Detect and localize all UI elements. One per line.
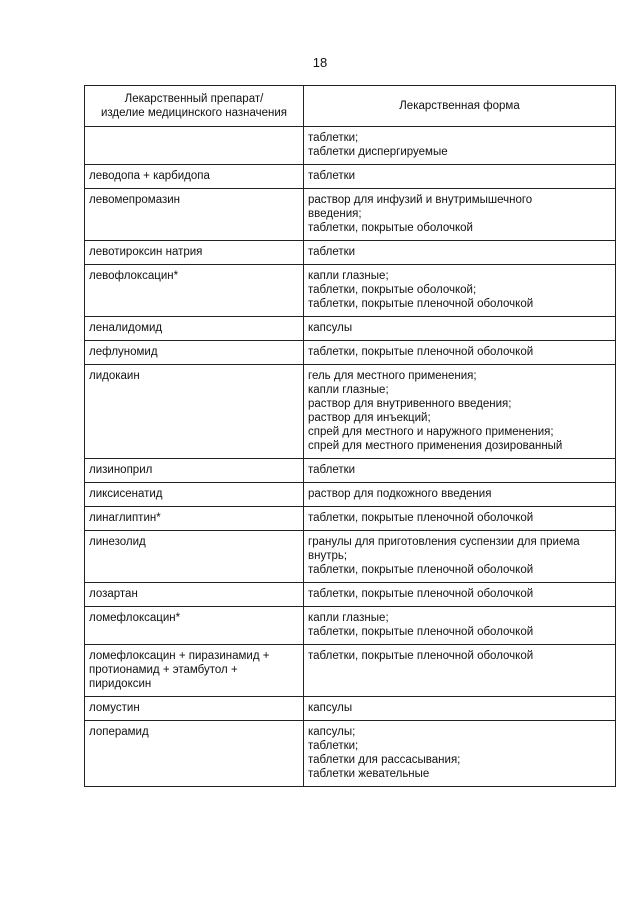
dosage-form-line: таблетки, покрытые пленочной оболочкой (308, 512, 534, 524)
dosage-form-line: таблетки; (308, 740, 359, 752)
dosage-form-line: капли глазные; (308, 384, 389, 396)
dosage-form-line: таблетки, покрытые пленочной оболочкой (308, 650, 534, 662)
table-body (85, 127, 616, 787)
dosage-form-cell (304, 165, 616, 189)
dosage-form-line: спрей для местного и наружного применения; (308, 426, 554, 438)
dosage-form-line: таблетки (308, 170, 356, 182)
dosage-form-cell (304, 607, 616, 645)
dosage-form-line: спрей для местного применения дозированный (308, 440, 563, 452)
drug-name-cell: линезолид (85, 531, 304, 583)
dosage-form-line: капсулы (308, 322, 353, 334)
drug-name-cell: лизиноприл (85, 459, 304, 483)
table-row (85, 607, 616, 645)
dosage-form-line: внутрь; (308, 550, 348, 562)
drug-name-cell: лидокаин (85, 365, 304, 459)
header-drug: Лекарственный препарат/ изделие медицинского назначения (85, 86, 304, 127)
drug-name-cell: левотироксин натрия (85, 241, 304, 265)
dosage-form-cell (304, 721, 616, 787)
dosage-form-line: раствор для инъекций; (308, 412, 431, 424)
table-row (85, 189, 616, 241)
table-row (85, 721, 616, 787)
dosage-form-cell (304, 317, 616, 341)
table-row (85, 127, 616, 165)
dosage-form-line: капли глазные; (308, 612, 389, 624)
drug-name-cell: ломустин (85, 697, 304, 721)
dosage-form-line: гранулы для приготовления суспензии для приема (308, 536, 580, 548)
dosage-form-cell (304, 507, 616, 531)
dosage-form-line: таблетки диспергируемые (308, 146, 448, 158)
drug-name-cell (85, 127, 304, 165)
table-row (85, 459, 616, 483)
table-row (85, 265, 616, 317)
dosage-form-cell (304, 265, 616, 317)
dosage-form-line: таблетки, покрытые пленочной оболочкой (308, 298, 534, 310)
dosage-form-line: таблетки, покрытые пленочной оболочкой (308, 626, 534, 638)
drug-name-cell: ломефлоксацин* (85, 607, 304, 645)
dosage-form-cell (304, 697, 616, 721)
drug-table (84, 85, 616, 787)
table-row (85, 697, 616, 721)
dosage-form-cell (304, 583, 616, 607)
dosage-form-line: капсулы; (308, 726, 356, 738)
table-row (85, 583, 616, 607)
table-row (85, 645, 616, 697)
page-number: 18 (312, 55, 328, 70)
table-row (85, 317, 616, 341)
dosage-form-cell (304, 365, 616, 459)
dosage-form-line: таблетки (308, 464, 356, 476)
drug-name-cell: ломефлоксацин + пиразинамид + протионамид + этамбутол + пиридоксин (85, 645, 304, 697)
dosage-form-line: таблетки жевательные (308, 768, 430, 780)
dosage-form-cell (304, 531, 616, 583)
dosage-form-cell (304, 645, 616, 697)
drug-name-cell: лозартан (85, 583, 304, 607)
dosage-form-line: таблетки, покрытые пленочной оболочкой (308, 588, 534, 600)
drug-name-cell: леналидомид (85, 317, 304, 341)
dosage-form-line: введения; (308, 208, 362, 220)
dosage-form-cell (304, 459, 616, 483)
dosage-form-line: таблетки, покрытые оболочкой; (308, 284, 477, 296)
drug-name-cell: линаглиптин* (85, 507, 304, 531)
dosage-form-line: раствор для подкожного введения (308, 488, 492, 500)
dosage-form-line: таблетки; (308, 132, 359, 144)
table-row (85, 241, 616, 265)
dosage-form-line: таблетки, покрытые пленочной оболочкой (308, 564, 534, 576)
drug-name-cell: леводопа + карбидопа (85, 165, 304, 189)
dosage-form-line: раствор для инфузий и внутримышечного (308, 194, 533, 206)
dosage-form-cell (304, 341, 616, 365)
dosage-form-cell (304, 189, 616, 241)
dosage-form-cell (304, 483, 616, 507)
table-row (85, 341, 616, 365)
drug-name-cell: ликсисенатид (85, 483, 304, 507)
dosage-form-line: раствор для внутривенного введения; (308, 398, 512, 410)
drug-name-cell: левомепромазин (85, 189, 304, 241)
table-header-row (85, 86, 616, 127)
drug-name-cell: лефлуномид (85, 341, 304, 365)
drug-name-cell: лоперамид (85, 721, 304, 787)
table-row (85, 483, 616, 507)
dosage-form-line: таблетки (308, 246, 356, 258)
dosage-form-line: капсулы (308, 702, 353, 714)
dosage-form-cell (304, 127, 616, 165)
table-row (85, 531, 616, 583)
dosage-form-line: таблетки для рассасывания; (308, 754, 461, 766)
dosage-form-line: таблетки, покрытые оболочкой (308, 222, 473, 234)
dosage-form-line: таблетки, покрытые пленочной оболочкой (308, 346, 534, 358)
table-row (85, 165, 616, 189)
dosage-form-line: гель для местного применения; (308, 370, 477, 382)
drug-name-cell: левофлоксацин* (85, 265, 304, 317)
table-row (85, 365, 616, 459)
header-form: Лекарственная форма (304, 86, 616, 127)
dosage-form-cell (304, 241, 616, 265)
table-row (85, 507, 616, 531)
dosage-form-line: капли глазные; (308, 270, 389, 282)
